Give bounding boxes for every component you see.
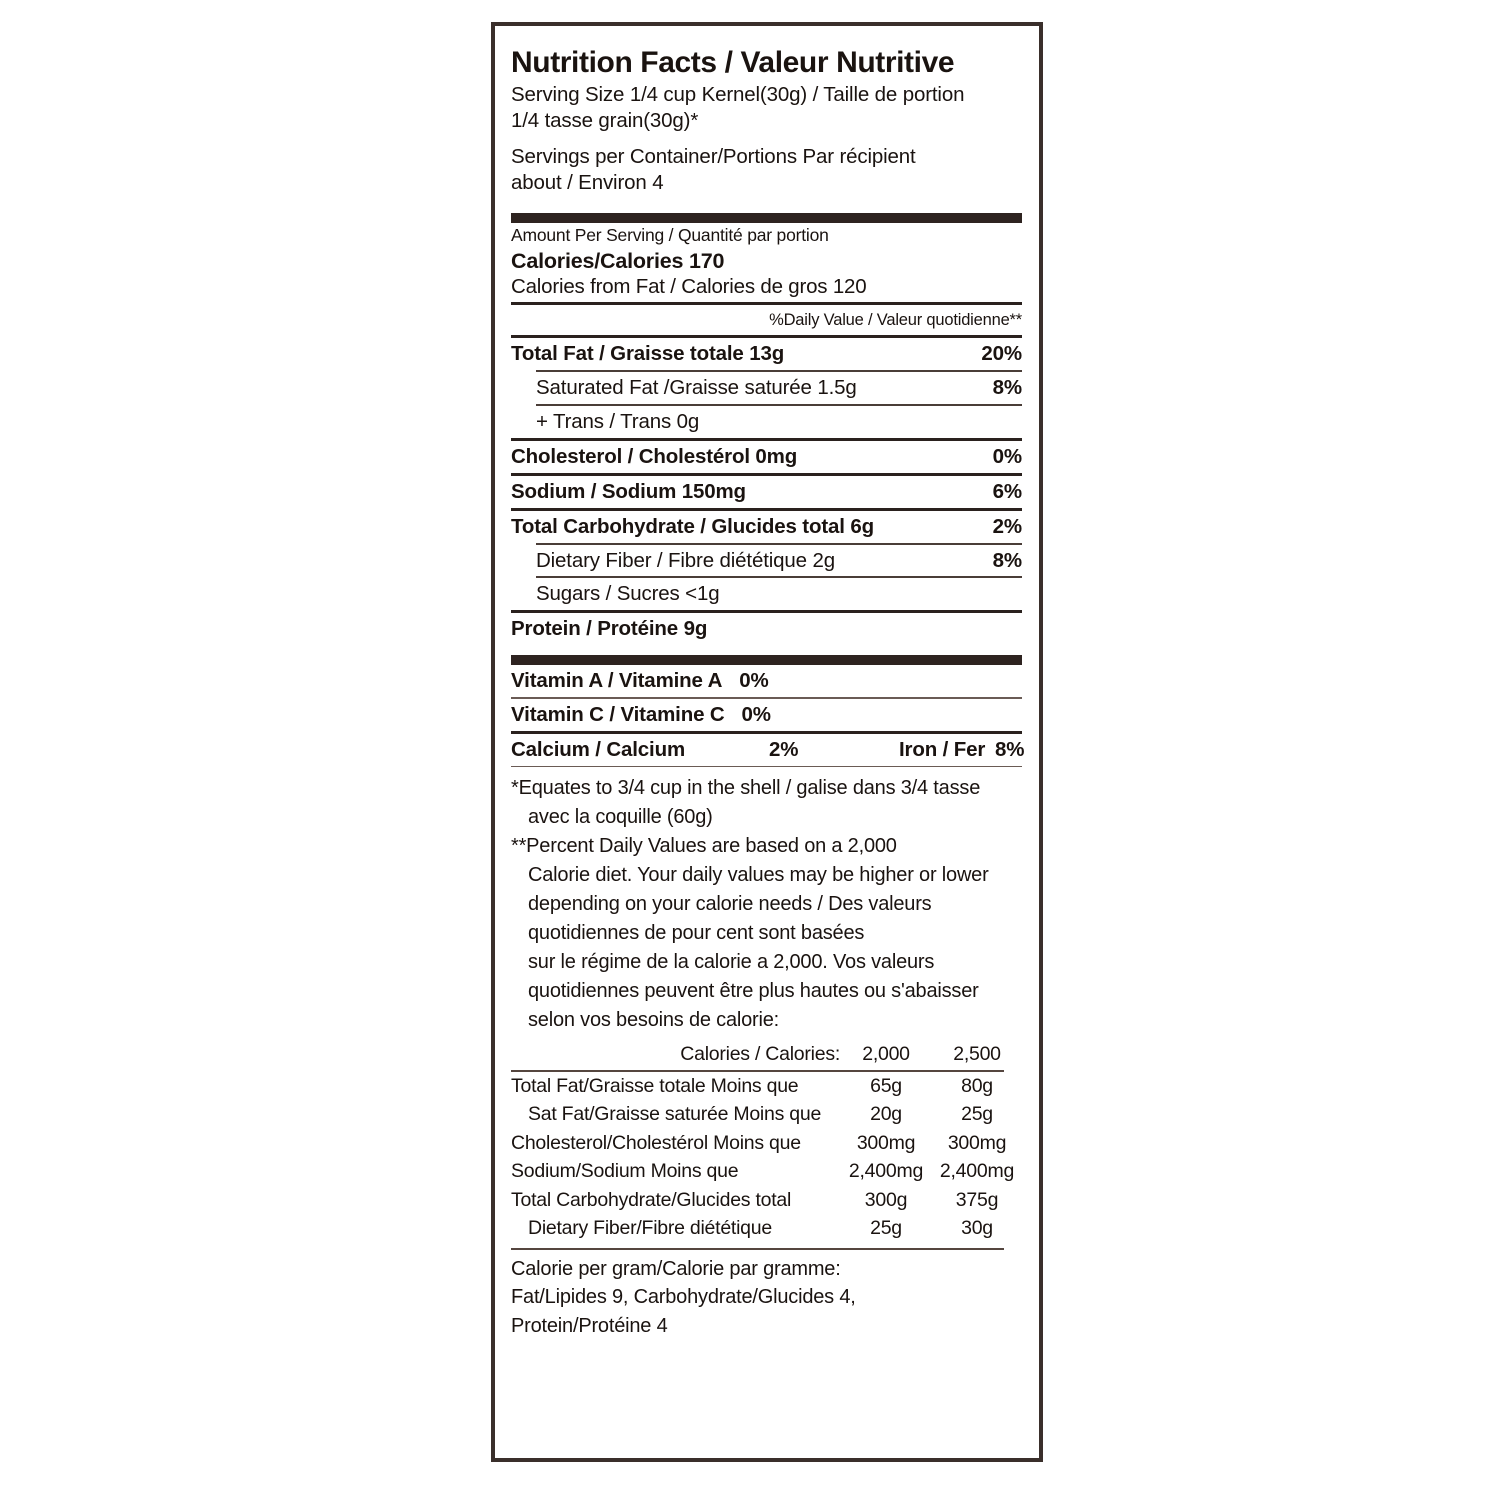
vitamin-row-vitamin-a bbox=[511, 665, 1022, 697]
footnote-dv-line-4: quotidiennes de pour cent sont basées bbox=[528, 922, 865, 945]
iron-value: 8% bbox=[995, 737, 1025, 761]
table-row bbox=[511, 1072, 1022, 1101]
divider-thick-vitamins bbox=[511, 655, 1022, 665]
reference-row-label: Total Carbohydrate/Glucides total bbox=[511, 1188, 792, 1211]
calories-from-fat-row: Calories from Fat / Calories de gros 120 bbox=[511, 275, 867, 299]
nutrient-row-cholesterol bbox=[511, 441, 1022, 473]
calories-row: Calories/Calories 170 bbox=[511, 249, 725, 274]
reference-header-col-2000: 2,000 bbox=[862, 1043, 910, 1066]
page-title: Nutrition Facts / Valeur Nutritive bbox=[511, 46, 955, 79]
nutrient-percent: 20% bbox=[981, 341, 1022, 365]
footnote-dv-line-1: **Percent Daily Values are based on a 2,000 bbox=[511, 835, 897, 858]
calories-per-gram-block bbox=[511, 1250, 1022, 1340]
reference-row-label: Dietary Fiber/Fibre diététique bbox=[528, 1217, 772, 1240]
reference-row-value-2500: 25g bbox=[961, 1103, 993, 1126]
footnote-dv-line-3: depending on your calorie needs / Des valeurs bbox=[528, 893, 932, 916]
reference-header-label: Calories / Calories: bbox=[680, 1043, 840, 1066]
amount-per-serving-label: Amount Per Serving / Quantité par portion bbox=[511, 225, 829, 246]
calories-per-gram-line-1: Calorie per gram/Calorie par gramme: bbox=[511, 1257, 841, 1280]
reference-row-label: Sat Fat/Graisse saturée Moins que bbox=[528, 1103, 822, 1126]
iron-label: Iron / Fer bbox=[899, 737, 986, 761]
calories-per-gram-line-3: Protein/Protéine 4 bbox=[511, 1314, 668, 1337]
reference-header-col-2500: 2,500 bbox=[953, 1043, 1001, 1066]
nutrient-label: Cholesterol / Cholestérol 0mg bbox=[511, 444, 798, 468]
divider-thick-top bbox=[511, 213, 1022, 223]
table-row bbox=[511, 1186, 1022, 1215]
reference-row-value-2500: 375g bbox=[955, 1188, 999, 1211]
nutrient-label: Saturated Fat /Graisse saturée 1.5g bbox=[536, 375, 857, 399]
serving-size-line-1: Serving Size 1/4 cup Kernel(30g) / Taille de portion bbox=[511, 83, 965, 106]
nutrient-label: Sugars / Sucres <1g bbox=[536, 582, 720, 606]
reference-row-value-2000: 300mg bbox=[856, 1131, 916, 1154]
reference-row-value-2500: 2,400mg bbox=[939, 1160, 1015, 1183]
nutrition-facts-panel bbox=[491, 22, 1043, 1462]
servings-per-container-line-2: about / Environ 4 bbox=[511, 171, 664, 195]
calcium-value: 2% bbox=[769, 737, 799, 761]
footnote-dv-line-6: quotidiennes peuvent être plus hautes ou s'abaisser bbox=[528, 980, 979, 1003]
nutrient-row-dietary-fiber bbox=[511, 545, 1022, 577]
calories-per-gram-line-2: Fat/Lipides 9, Carbohydrate/Glucides 4, bbox=[511, 1286, 856, 1309]
nutrient-percent: 8% bbox=[992, 548, 1022, 572]
mineral-row-calcium-iron bbox=[511, 734, 1025, 766]
nutrient-row-sodium bbox=[511, 476, 1022, 508]
vitamin-c-value: 0% bbox=[741, 702, 771, 726]
reference-row-value-2000: 20g bbox=[870, 1103, 902, 1126]
serving-size-block bbox=[511, 82, 1022, 134]
nutrient-row-protein bbox=[511, 613, 1022, 645]
table-row bbox=[511, 1100, 1022, 1129]
nutrient-row-saturated-fat bbox=[511, 372, 1022, 404]
nutrient-row-total-fat bbox=[511, 338, 1022, 370]
divider-row bbox=[511, 766, 1022, 768]
reference-row-value-2500: 30g bbox=[961, 1217, 993, 1240]
table-row bbox=[511, 1214, 1022, 1243]
reference-row-value-2000: 300g bbox=[864, 1188, 908, 1211]
serving-size-line-2: 1/4 tasse grain(30g)* bbox=[511, 109, 699, 133]
reference-row-value-2000: 2,400mg bbox=[848, 1160, 924, 1183]
nutrient-row-total-carbohydrate bbox=[511, 511, 1022, 543]
reference-row-label: Total Fat/Graisse totale Moins que bbox=[511, 1074, 799, 1097]
reference-row-value-2000: 25g bbox=[870, 1217, 902, 1240]
reference-row-value-2500: 80g bbox=[961, 1074, 993, 1097]
nutrient-row-trans-fat bbox=[511, 406, 1022, 438]
servings-per-container-block bbox=[511, 144, 1022, 196]
table-row bbox=[511, 1157, 1022, 1186]
daily-values-reference-table bbox=[511, 1039, 1022, 1250]
footnote-double-asterisk bbox=[511, 832, 1022, 1035]
nutrient-percent: 6% bbox=[992, 479, 1022, 503]
nutrient-percent: 0% bbox=[992, 444, 1022, 468]
reference-row-label: Cholesterol/Cholestérol Moins que bbox=[511, 1131, 801, 1154]
nutrient-percent: 2% bbox=[992, 514, 1022, 538]
nutrition-facts-content bbox=[511, 40, 1025, 1340]
table-row bbox=[511, 1129, 1022, 1158]
nutrient-label: Dietary Fiber / Fibre diététique 2g bbox=[536, 548, 835, 572]
footnote-asterisk-line-2: avec la coquille (60g) bbox=[528, 806, 713, 829]
footnote-dv-line-2: Calorie diet. Your daily values may be higher or lower bbox=[528, 864, 989, 887]
reference-table-header bbox=[511, 1039, 1022, 1070]
nutrient-label: Total Carbohydrate / Glucides total 6g bbox=[511, 514, 874, 538]
vitamin-a-value: 0% bbox=[739, 669, 769, 693]
footnote-asterisk-line-1: *Equates to 3/4 cup in the shell / galise dans 3/4 tasse bbox=[511, 777, 981, 800]
reference-row-value-2500: 300mg bbox=[947, 1131, 1007, 1154]
daily-value-header: %Daily Value / Valeur quotidienne** bbox=[769, 310, 1022, 329]
footnote-dv-line-7: selon vos besoins de calorie: bbox=[528, 1009, 780, 1032]
reference-row-label: Sodium/Sodium Moins que bbox=[511, 1160, 739, 1183]
nutrient-row-sugars bbox=[511, 578, 1022, 610]
nutrient-label: Protein / Protéine 9g bbox=[511, 617, 708, 641]
nutrient-label: Total Fat / Graisse totale 13g bbox=[511, 341, 785, 365]
nutrient-label: Sodium / Sodium 150mg bbox=[511, 479, 746, 503]
vitamin-a-label: Vitamin A / Vitamine A bbox=[511, 669, 723, 693]
vitamin-row-vitamin-c bbox=[511, 699, 1022, 731]
nutrient-label: + Trans / Trans 0g bbox=[536, 409, 700, 433]
footnote-asterisk bbox=[511, 774, 1022, 832]
nutrient-percent: 8% bbox=[992, 375, 1022, 399]
calcium-label: Calcium / Calcium bbox=[511, 737, 686, 761]
servings-per-container-line-1: Servings per Container/Portions Par récipient bbox=[511, 145, 916, 169]
vitamin-c-label: Vitamin C / Vitamine C bbox=[511, 702, 725, 726]
reference-row-value-2000: 65g bbox=[870, 1074, 902, 1097]
footnote-dv-line-5: sur le régime de la calorie a 2,000. Vos valeurs bbox=[528, 951, 935, 974]
